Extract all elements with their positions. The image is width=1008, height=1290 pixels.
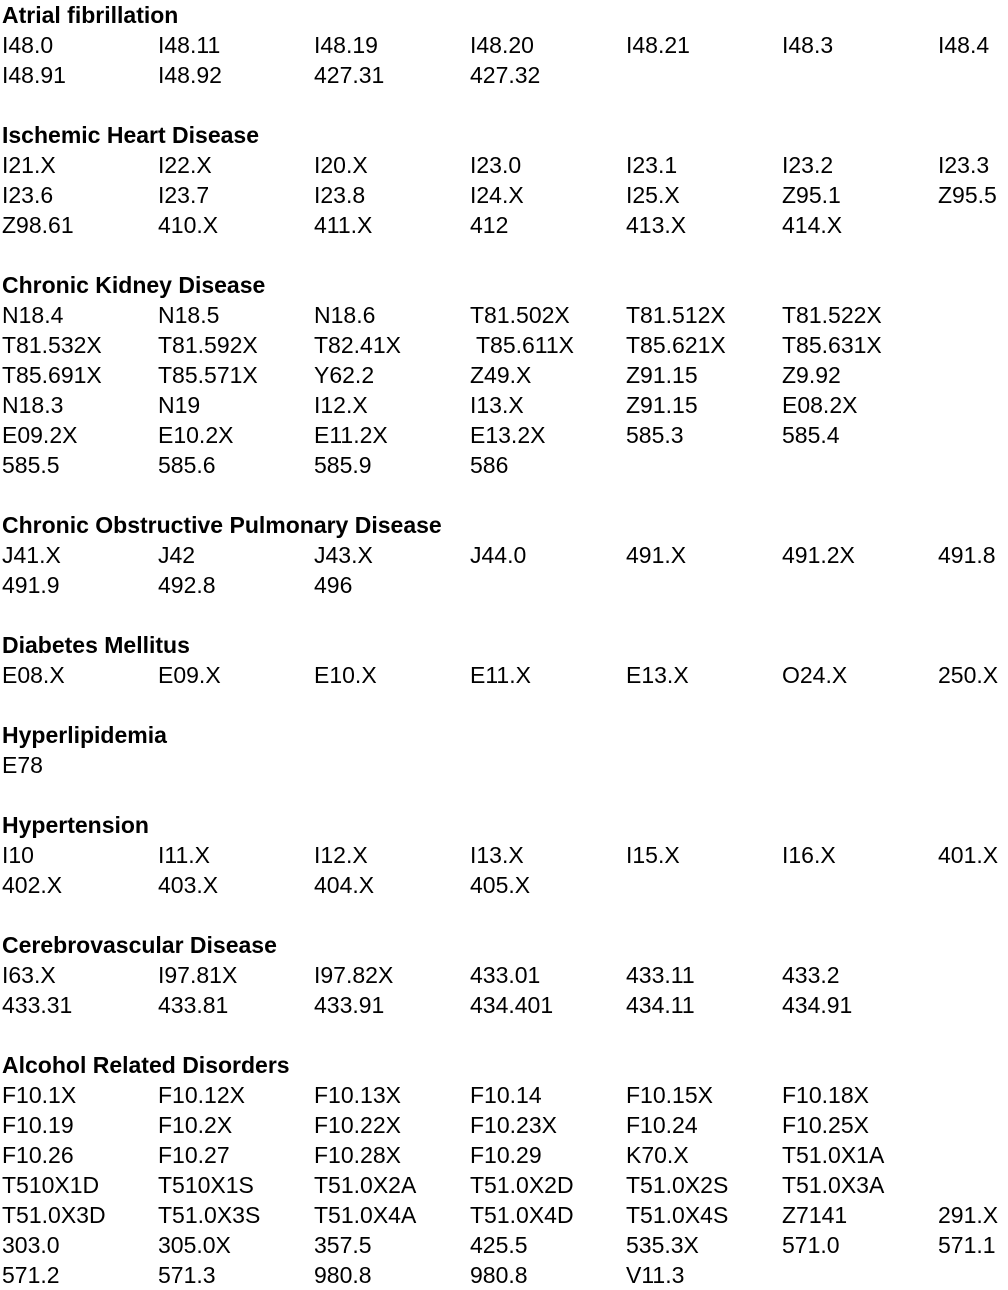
diagnosis-code: T51.0X3A — [782, 1172, 885, 1198]
diagnosis-code: 980.8 — [470, 1262, 528, 1288]
code-row — [0, 180, 1008, 210]
diagnosis-code: T81.532X — [2, 332, 102, 358]
diagnosis-code: J43.X — [314, 542, 373, 568]
diagnosis-code: T51.0X3D — [2, 1202, 106, 1228]
diagnosis-code: F10.18X — [782, 1082, 869, 1108]
diagnosis-code: 404.X — [314, 872, 375, 898]
diagnosis-code: 434.11 — [626, 992, 695, 1018]
diagnosis-code: T51.0X2S — [626, 1172, 729, 1198]
diagnosis-code: T81.522X — [782, 302, 882, 328]
diagnosis-code: 535.3X — [626, 1232, 699, 1258]
diagnosis-code: 402.X — [2, 872, 63, 898]
code-row — [0, 1080, 1008, 1110]
diagnosis-code: I21.X — [2, 152, 56, 178]
diagnosis-code: Z9.92 — [782, 362, 841, 388]
code-row — [0, 840, 1008, 870]
diagnosis-code: T85.621X — [626, 332, 726, 358]
diagnosis-code: 305.0X — [158, 1232, 231, 1258]
diagnosis-code: F10.1X — [2, 1082, 77, 1108]
diagnosis-code: T85.631X — [782, 332, 882, 358]
diagnosis-code: E08.X — [2, 662, 65, 688]
diagnosis-code: T85.611X — [470, 332, 575, 358]
code-row — [0, 420, 1008, 450]
diagnosis-code: F10.19 — [2, 1112, 74, 1138]
code-row — [0, 1260, 1008, 1290]
diagnosis-code: I23.1 — [626, 152, 678, 178]
diagnosis-code: 433.91 — [314, 992, 385, 1018]
section-title: Alcohol Related Disorders — [2, 1052, 290, 1078]
diagnosis-code: T82.41X — [314, 332, 401, 358]
diagnosis-code: T81.592X — [158, 332, 258, 358]
diagnosis-code: T51.0X4D — [470, 1202, 574, 1228]
diagnosis-code: J41.X — [2, 542, 61, 568]
diagnosis-code: I15.X — [626, 842, 680, 868]
diagnosis-code: E09.X — [158, 662, 221, 688]
code-row — [0, 570, 1008, 600]
code-row — [0, 30, 1008, 60]
diagnosis-code: Z49.X — [470, 362, 532, 388]
diagnosis-code: 586 — [470, 452, 509, 478]
diagnosis-code: E10.2X — [158, 422, 234, 448]
diagnosis-code: I11.X — [158, 842, 210, 868]
diagnosis-code: I48.4 — [938, 32, 990, 58]
diagnosis-code: I24.X — [470, 182, 524, 208]
diagnosis-code: 585.6 — [158, 452, 216, 478]
diagnosis-code: 357.5 — [314, 1232, 372, 1258]
code-row — [0, 450, 1008, 480]
diagnosis-code: I23.8 — [314, 182, 366, 208]
diagnosis-code: F10.2X — [158, 1112, 233, 1138]
diagnosis-code: Z7141 — [782, 1202, 848, 1228]
diagnosis-code: Z91.15 — [626, 362, 698, 388]
diagnosis-code: N18.5 — [158, 302, 220, 328]
section-title: Hypertension — [2, 812, 149, 838]
diagnosis-code: F10.13X — [314, 1082, 401, 1108]
section-title: Diabetes Mellitus — [2, 632, 190, 658]
diagnosis-code: F10.29 — [470, 1142, 542, 1168]
diagnosis-code: F10.12X — [158, 1082, 245, 1108]
diagnosis-code: 571.0 — [782, 1232, 840, 1258]
section-title: Cerebrovascular Disease — [2, 932, 277, 958]
diagnosis-code: E10.X — [314, 662, 377, 688]
diagnosis-code: E13.2X — [470, 422, 546, 448]
diagnosis-code: I23.0 — [470, 152, 522, 178]
diagnosis-code: I23.2 — [782, 152, 834, 178]
diagnosis-code: I12.X — [314, 842, 368, 868]
diagnosis-code: 413.X — [626, 212, 687, 238]
diagnosis-code: 491.X — [626, 542, 687, 568]
diagnosis-code: Z95.1 — [782, 182, 841, 208]
diagnosis-code: 433.81 — [158, 992, 229, 1018]
diagnosis-code: I97.81X — [158, 962, 238, 988]
diagnosis-code: N19 — [158, 392, 201, 418]
diagnosis-code: T51.0X4A — [314, 1202, 417, 1228]
diagnosis-code: I48.91 — [2, 62, 66, 88]
diagnosis-code: I13.X — [470, 842, 524, 868]
diagnosis-code: 401.X — [938, 842, 999, 868]
diagnosis-code: I48.3 — [782, 32, 834, 58]
diagnosis-code: I48.21 — [626, 32, 690, 58]
diagnosis-code: I48.11 — [158, 32, 221, 58]
diagnosis-code: 571.3 — [158, 1262, 216, 1288]
diagnosis-code: Z98.61 — [2, 212, 74, 238]
diagnosis-code: E78 — [2, 752, 43, 778]
code-row — [0, 1140, 1008, 1170]
diagnosis-code: N18.4 — [2, 302, 64, 328]
diagnosis-code: Z95.5 — [938, 182, 997, 208]
diagnosis-code: F10.25X — [782, 1112, 869, 1138]
diagnosis-code: 585.4 — [782, 422, 840, 448]
section-title: Chronic Obstructive Pulmonary Disease — [2, 512, 442, 538]
diagnosis-code: E09.2X — [2, 422, 78, 448]
diagnosis-code: Z91.15 — [626, 392, 698, 418]
diagnosis-code: E11.X — [470, 662, 531, 688]
diagnosis-code: 571.1 — [938, 1232, 996, 1258]
diagnosis-code: I23.6 — [2, 182, 54, 208]
diagnosis-code: I97.82X — [314, 962, 394, 988]
code-row — [0, 1110, 1008, 1140]
diagnosis-code: 425.5 — [470, 1232, 528, 1258]
diagnosis-code: V11.3 — [626, 1262, 685, 1288]
diagnosis-code: 433.01 — [470, 962, 541, 988]
diagnosis-code: I48.19 — [314, 32, 378, 58]
diagnosis-code: I10 — [2, 842, 34, 868]
diagnosis-code: 405.X — [470, 872, 531, 898]
diagnosis-code: F10.15X — [626, 1082, 713, 1108]
diagnosis-code: 585.9 — [314, 452, 372, 478]
code-row — [0, 300, 1008, 330]
diagnosis-code: 403.X — [158, 872, 219, 898]
diagnosis-code: I25.X — [626, 182, 680, 208]
diagnosis-code: T51.0X2D — [470, 1172, 574, 1198]
diagnosis-code: 427.32 — [470, 62, 541, 88]
diagnosis-code: 585.5 — [2, 452, 60, 478]
diagnosis-code: T81.512X — [626, 302, 726, 328]
code-row — [0, 360, 1008, 390]
diagnosis-code: T81.502X — [470, 302, 570, 328]
section-title: Hyperlipidemia — [2, 722, 167, 748]
diagnosis-code: I23.7 — [158, 182, 210, 208]
diagnosis-code: T51.0X3S — [158, 1202, 261, 1228]
diagnosis-code: 433.2 — [782, 962, 840, 988]
diagnosis-code: 411.X — [314, 212, 373, 238]
diagnosis-code: 414.X — [782, 212, 843, 238]
diagnosis-code: T85.691X — [2, 362, 102, 388]
diagnosis-code: F10.23X — [470, 1112, 557, 1138]
diagnosis-code: 291.X — [938, 1202, 999, 1228]
diagnosis-code: 303.0 — [2, 1232, 60, 1258]
diagnosis-code: 571.2 — [2, 1262, 60, 1288]
diagnosis-code: T51.0X2A — [314, 1172, 417, 1198]
section-title: Ischemic Heart Disease — [2, 122, 259, 148]
diagnosis-code: T510X1D — [2, 1172, 100, 1198]
diagnosis-code: I48.0 — [2, 32, 54, 58]
code-row — [0, 750, 1008, 780]
code-row — [0, 990, 1008, 1020]
diagnosis-code: 250.X — [938, 662, 999, 688]
code-row — [0, 330, 1008, 360]
diagnosis-code: I12.X — [314, 392, 368, 418]
diagnosis-code: 491.2X — [782, 542, 855, 568]
diagnosis-code: I48.20 — [470, 32, 534, 58]
diagnosis-code: T51.0X4S — [626, 1202, 729, 1228]
diagnosis-code: E11.2X — [314, 422, 388, 448]
diagnosis-code: N18.6 — [314, 302, 376, 328]
code-row — [0, 960, 1008, 990]
diagnosis-code: E13.X — [626, 662, 689, 688]
diagnosis-code: 496 — [314, 572, 353, 598]
diagnosis-code: E08.2X — [782, 392, 858, 418]
diagnosis-code: I48.92 — [158, 62, 222, 88]
diagnosis-code: 433.11 — [626, 962, 695, 988]
code-row — [0, 1170, 1008, 1200]
diagnosis-code: J42 — [158, 542, 196, 568]
diagnosis-code: I13.X — [470, 392, 524, 418]
diagnosis-code: 434.91 — [782, 992, 853, 1018]
diagnosis-code: J44.0 — [470, 542, 527, 568]
code-row — [0, 150, 1008, 180]
diagnosis-code: 433.31 — [2, 992, 73, 1018]
diagnosis-code: 412 — [470, 212, 509, 238]
diagnosis-code: 491.9 — [2, 572, 60, 598]
diagnosis-code: F10.27 — [158, 1142, 230, 1168]
diagnosis-code: 980.8 — [314, 1262, 372, 1288]
code-row — [0, 390, 1008, 420]
code-row — [0, 1200, 1008, 1230]
diagnosis-code: T51.0X1A — [782, 1142, 885, 1168]
diagnosis-code: T510X1S — [158, 1172, 254, 1198]
diagnosis-code: 491.8 — [938, 542, 996, 568]
diagnosis-code: F10.24 — [626, 1112, 698, 1138]
diagnosis-code: F10.26 — [2, 1142, 74, 1168]
code-row — [0, 660, 1008, 690]
diagnosis-code: T85.571X — [158, 362, 258, 388]
diagnosis-code: I20.X — [314, 152, 368, 178]
code-row — [0, 1230, 1008, 1260]
diagnosis-code: 434.401 — [470, 992, 554, 1018]
code-row — [0, 60, 1008, 90]
diagnosis-code: I63.X — [2, 962, 56, 988]
diagnosis-code: 492.8 — [158, 572, 216, 598]
diagnosis-code: 427.31 — [314, 62, 385, 88]
diagnosis-code: Y62.2 — [314, 362, 375, 388]
diagnosis-code: I23.3 — [938, 152, 990, 178]
diagnosis-code: O24.X — [782, 662, 848, 688]
code-row — [0, 210, 1008, 240]
diagnosis-code: I16.X — [782, 842, 836, 868]
diagnosis-code: I22.X — [158, 152, 212, 178]
diagnosis-code: N18.3 — [2, 392, 64, 418]
code-row — [0, 540, 1008, 570]
diagnosis-code: 410.X — [158, 212, 219, 238]
diagnosis-code: F10.14 — [470, 1082, 542, 1108]
diagnosis-code: K70.X — [626, 1142, 689, 1168]
diagnosis-code: 585.3 — [626, 422, 684, 448]
diagnosis-code: F10.22X — [314, 1112, 401, 1138]
diagnosis-code: F10.28X — [314, 1142, 401, 1168]
section-title: Chronic Kidney Disease — [2, 272, 266, 298]
section-title: Atrial fibrillation — [2, 2, 179, 28]
code-row — [0, 870, 1008, 900]
